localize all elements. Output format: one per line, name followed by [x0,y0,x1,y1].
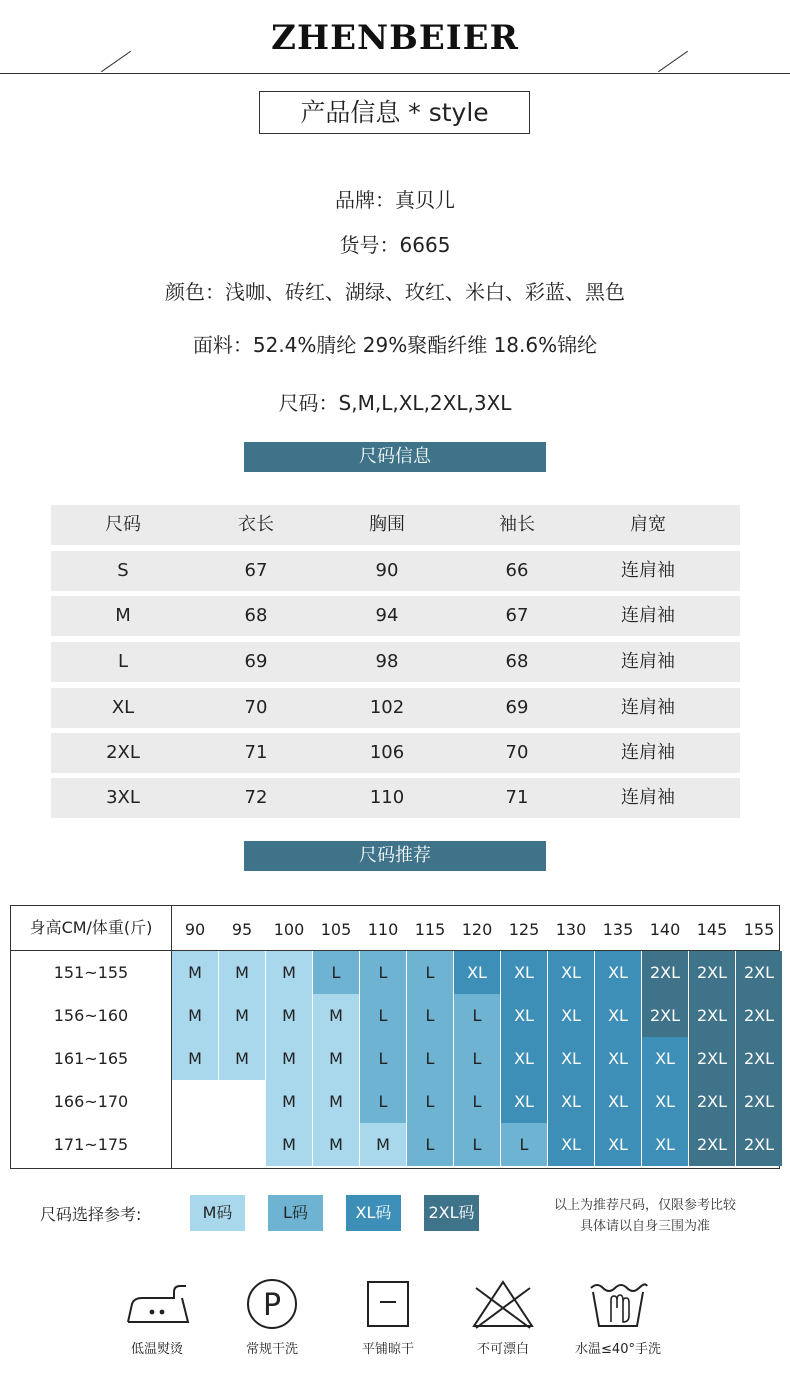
size-grid-cell: M [313,994,359,1037]
size-grid-cell: M [313,1080,359,1123]
size-grid-cell: L [454,1037,500,1080]
size-grid-cell: L [360,1037,406,1080]
size-grid-cell: 2XL [689,1080,735,1123]
weight-header-cell: 145 [696,920,728,939]
no-bleach-icon [468,1278,538,1330]
size-table-cell: 连肩袖 [621,560,675,581]
weight-header-cell: 135 [602,920,634,939]
size-grid-cell: L [407,1080,453,1123]
care-label-dry-clean: 常规干洗 [245,1342,298,1357]
legend-swatch-xl: XL码 [346,1195,401,1231]
size-table-cell: S [117,560,129,581]
size-grid-cell: L [360,994,406,1037]
size-grid-cell: XL [595,951,641,994]
item-number-line: 货号：6665 [339,233,451,257]
size-table-cell: 69 [505,697,529,718]
table-row [51,688,740,728]
size-grid-cell: 2XL [689,1037,735,1080]
size-grid-cell [219,1123,265,1166]
table-row [51,778,740,818]
flat-dry-icon [353,1278,423,1330]
legend-note-line2: 具体请以自身三围为准 [579,1219,710,1234]
size-table-cell: M [115,605,131,626]
size-grid-cell: XL [454,951,500,994]
size-grid-cell [172,1123,218,1166]
table-row [51,551,740,591]
size-grid-cell: M [313,1037,359,1080]
size-grid-cell: M [219,951,265,994]
size-table-cell: 71 [244,742,268,763]
size-table-cell: 连肩袖 [621,742,675,763]
size-table-cell: 3XL [106,787,140,808]
size-table-cell: 102 [369,697,405,718]
size-table-cell: XL [111,697,135,718]
size-grid-cell: L [407,1123,453,1166]
size-grid-cell: 2XL [689,994,735,1037]
size-table-cell: 连肩袖 [621,697,675,718]
size-grid-cell: M [219,1037,265,1080]
care-label-flat-dry: 平铺晾干 [361,1342,414,1357]
size-grid-cell [219,1080,265,1123]
size-table-cell: 94 [375,605,399,626]
size-grid-cell: XL [595,1080,641,1123]
height-row-label: 171~175 [53,1135,129,1154]
size-grid-cell: 2XL [736,1080,782,1123]
weight-header-cell: 155 [743,920,775,939]
size-grid-cell: XL [548,1123,594,1166]
size-info-band: 尺码信息 [244,442,546,472]
size-table-header-cell: 肩宽 [630,514,666,535]
iron-low-temp-icon [122,1278,192,1330]
size-grid-cell: XL [548,994,594,1037]
size-table-header-cell: 胸围 [369,514,405,535]
size-table-cell: 67 [244,560,268,581]
size-table-cell: 68 [505,651,529,672]
size-grid-cell: XL [595,1037,641,1080]
size-grid-cell: 2XL [736,1037,782,1080]
brand-title: ZHENBEIER [271,18,519,58]
size-table-header-cell: 尺码 [105,514,141,535]
legend-note-line1: 以上为推荐尺码，仅限参考比较 [553,1198,736,1213]
size-grid-cell: L [407,994,453,1037]
size-grid-cell: L [454,1123,500,1166]
svg-text:P: P [262,1288,282,1323]
size-table-cell: 110 [369,787,405,808]
table-row [51,642,740,682]
table-row [51,596,740,636]
size-table-cell: 98 [375,651,399,672]
size-grid-cell: M [266,1123,312,1166]
size-grid-cell: 2XL [736,951,782,994]
brand-line: 品牌：真贝儿 [335,188,455,212]
size-table-header-cell: 衣长 [238,514,274,535]
weight-header-cell: 110 [367,920,399,939]
size-grid-cell: L [313,951,359,994]
size-grid-cell: M [313,1123,359,1166]
size-table-cell: 70 [244,697,268,718]
size-recommend-band: 尺码推荐 [244,841,546,871]
weight-header-cell: 120 [461,920,493,939]
legend-swatch-2xl: 2XL码 [424,1195,479,1231]
hand-wash-40-icon [583,1278,653,1330]
size-grid-cell: 2XL [736,1123,782,1166]
weight-header-cell: 130 [555,920,587,939]
weight-header-cell: 95 [231,920,253,939]
size-grid-cell: M [172,994,218,1037]
weight-header-cell: 115 [414,920,446,939]
size-grid-cell: XL [642,1123,688,1166]
size-grid-cell: M [266,951,312,994]
size-grid-cell: M [360,1123,406,1166]
care-label-hand-wash: 水温≤40°手洗 [575,1342,661,1357]
weight-header-cell: 105 [320,920,352,939]
size-table-cell: L [117,651,129,672]
size-table-cell: 69 [244,651,268,672]
size-grid-cell: M [266,1037,312,1080]
style-title-box: 产品信息 * style [259,91,530,134]
size-grid-cell [172,1080,218,1123]
weight-header-cell: 100 [273,920,305,939]
size-grid-cell: XL [548,1080,594,1123]
legend-swatch-m: M码 [190,1195,245,1231]
legend-swatch-l: L码 [268,1195,323,1231]
height-row-label: 166~170 [53,1092,129,1111]
height-row-label: 151~155 [53,963,129,982]
size-table-cell: 66 [505,560,529,581]
size-table-cell: 连肩袖 [621,651,675,672]
size-grid-cell: XL [548,1037,594,1080]
weight-header-cell: 125 [508,920,540,939]
header-rule [0,73,790,74]
size-grid-cell: L [407,951,453,994]
size-grid-cell: 2XL [689,951,735,994]
size-grid-cell: XL [642,1037,688,1080]
size-table-cell: 67 [505,605,529,626]
size-table-cell: 71 [505,787,529,808]
size-grid-cell: M [219,994,265,1037]
size-grid-cell: 2XL [642,951,688,994]
table-row [51,733,740,773]
size-grid-cell: XL [501,1037,547,1080]
size-grid-cell: XL [501,951,547,994]
height-row-label: 161~165 [53,1049,129,1068]
size-table-cell: 90 [375,560,399,581]
size-grid-cell: M [172,1037,218,1080]
color-line: 颜色：浅咖、砖红、湖绿、玫红、米白、彩蓝、黑色 [165,280,625,304]
care-label-iron: 低温熨烫 [130,1342,183,1357]
dry-clean-p-icon [237,1278,307,1330]
size-grid-cell: L [360,951,406,994]
size-grid-cell: XL [595,994,641,1037]
fabric-line: 面料：52.4%腈纶 29%聚酯纤维 18.6%锦纶 [192,333,598,357]
height-row-label: 156~160 [53,1006,129,1025]
size-grid-cell: L [407,1037,453,1080]
care-label-no-bleach: 不可漂白 [476,1342,529,1357]
size-table-cell: 68 [244,605,268,626]
size-grid-cell: M [266,1080,312,1123]
size-grid-cell: XL [501,994,547,1037]
grid-corner-label: 身高CM/体重(斤) [29,918,153,937]
size-table-cell: 连肩袖 [621,605,675,626]
size-grid-cell: M [266,994,312,1037]
size-table-cell: 2XL [106,742,140,763]
size-line: 尺码：S,M,L,XL,2XL,3XL [278,391,512,415]
size-grid-cell: L [360,1080,406,1123]
size-grid-cell: 2XL [689,1123,735,1166]
weight-header-cell: 140 [649,920,681,939]
size-grid-cell: 2XL [642,994,688,1037]
size-table-header-cell: 袖长 [499,514,535,535]
size-table-cell: 72 [244,787,268,808]
size-grid-cell: L [454,994,500,1037]
size-grid-cell: L [454,1080,500,1123]
size-grid-cell: L [501,1123,547,1166]
size-grid-cell: XL [642,1080,688,1123]
size-grid-cell: XL [595,1123,641,1166]
size-grid-cell: XL [548,951,594,994]
size-table-cell: 70 [505,742,529,763]
size-table-cell: 106 [369,742,405,763]
size-table-header [51,505,740,545]
size-grid-cell: 2XL [736,994,782,1037]
size-grid-cell: M [172,951,218,994]
size-table-cell: 连肩袖 [621,787,675,808]
legend-label: 尺码选择参考: [40,1205,142,1224]
size-grid-cell: XL [501,1080,547,1123]
weight-header-cell: 90 [184,920,206,939]
size-recommend-grid [10,905,780,1169]
